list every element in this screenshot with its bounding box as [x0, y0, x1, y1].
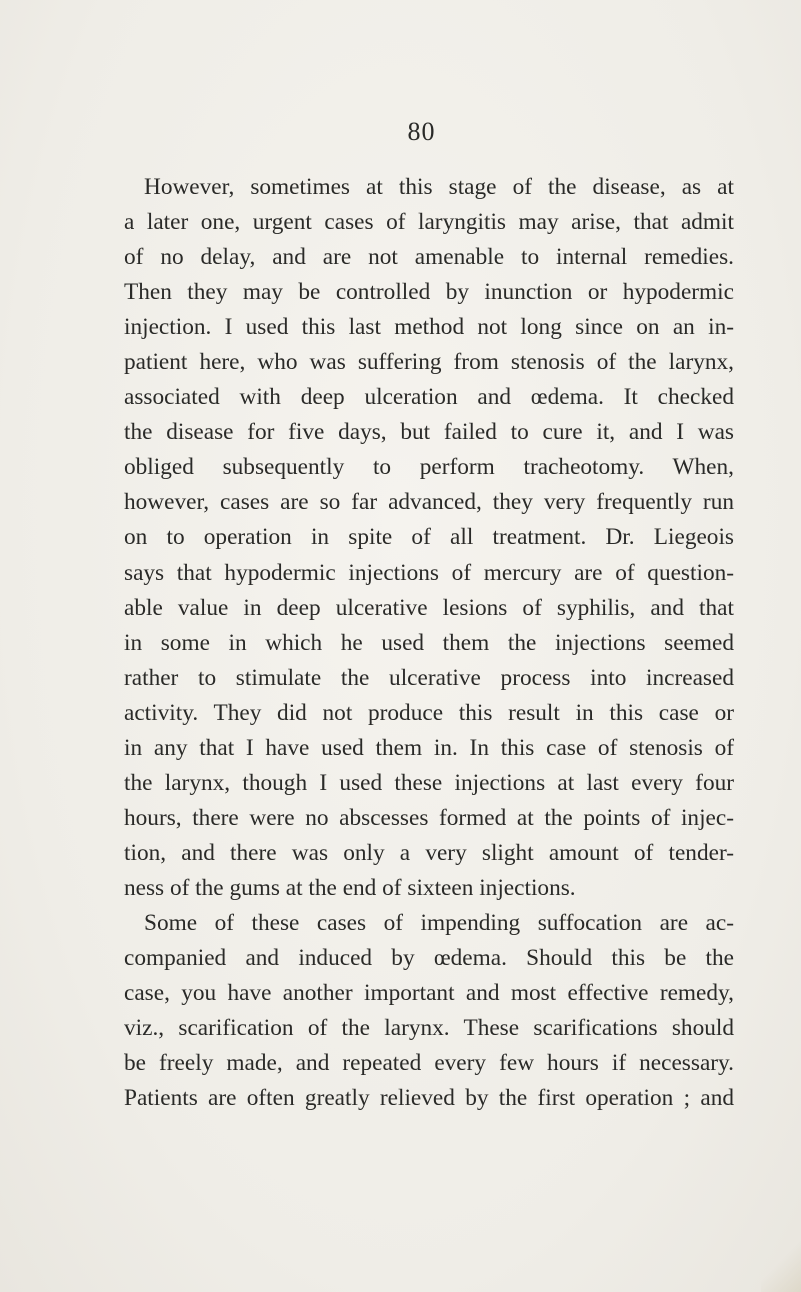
- text-line: patient here, who was suffering from stenosis of the larynx,: [124, 349, 734, 376]
- text-line: the larynx, though I used these injections at last every four: [124, 769, 734, 796]
- text-line: however, cases are so far advanced, they very frequently run: [124, 489, 734, 516]
- text-line: in some in which he used them the injections seemed: [124, 629, 734, 656]
- text-line: case, you have another important and most effective remedy,: [124, 980, 734, 1007]
- page-number: 80: [407, 117, 436, 146]
- page-edge-shading: [761, 1200, 801, 1292]
- text-line: viz., scarification of the larynx. These scarifications should: [124, 1015, 734, 1042]
- text-line: Some of these cases of impending suffocation are ac-: [144, 909, 734, 936]
- text-line: ness of the gums at the end of sixteen injections.: [124, 874, 576, 901]
- text-line: on to operation in spite of all treatment. Dr. Liegeois: [124, 524, 734, 551]
- text-line: hours, there were no abscesses formed at the points of injec-: [124, 804, 734, 831]
- text-line: rather to stimulate the ulcerative process into increased: [124, 664, 734, 691]
- text-line: associated with deep ulceration and œdema. It checked: [124, 384, 734, 411]
- text-line: Patients are often greatly relieved by the first operation ; and: [124, 1085, 734, 1112]
- text-line: of no delay, and are not amenable to internal remedies.: [124, 244, 734, 271]
- text-line: However, sometimes at this stage of the disease, as at: [144, 174, 734, 200]
- text-line: a later one, urgent cases of laryngitis may arise, that admit: [124, 209, 734, 236]
- body-text: [124, 170, 734, 1116]
- text-line: Then they may be controlled by inunction or hypodermic: [124, 279, 734, 306]
- text-line: obliged subsequently to perform tracheotomy. When,: [124, 454, 734, 481]
- text-line: companied and induced by œdema. Should this be the: [124, 945, 734, 972]
- text-line: tion, and there was only a very slight amount of tender-: [124, 839, 734, 866]
- text-line: activity. They did not produce this result in this case or: [124, 699, 734, 726]
- text-line: be freely made, and repeated every few hours if necessary.: [124, 1050, 734, 1077]
- text-line: injection. I used this last method not long since on an in-: [124, 314, 734, 341]
- text-line: able value in deep ulcerative lesions of syphilis, and that: [124, 594, 734, 621]
- text-line: the disease for five days, but failed to cure it, and I was: [124, 419, 734, 446]
- text-line: in any that I have used them in. In this case of stenosis of: [124, 734, 734, 761]
- text-line: says that hypodermic injections of mercury are of question-: [124, 559, 734, 586]
